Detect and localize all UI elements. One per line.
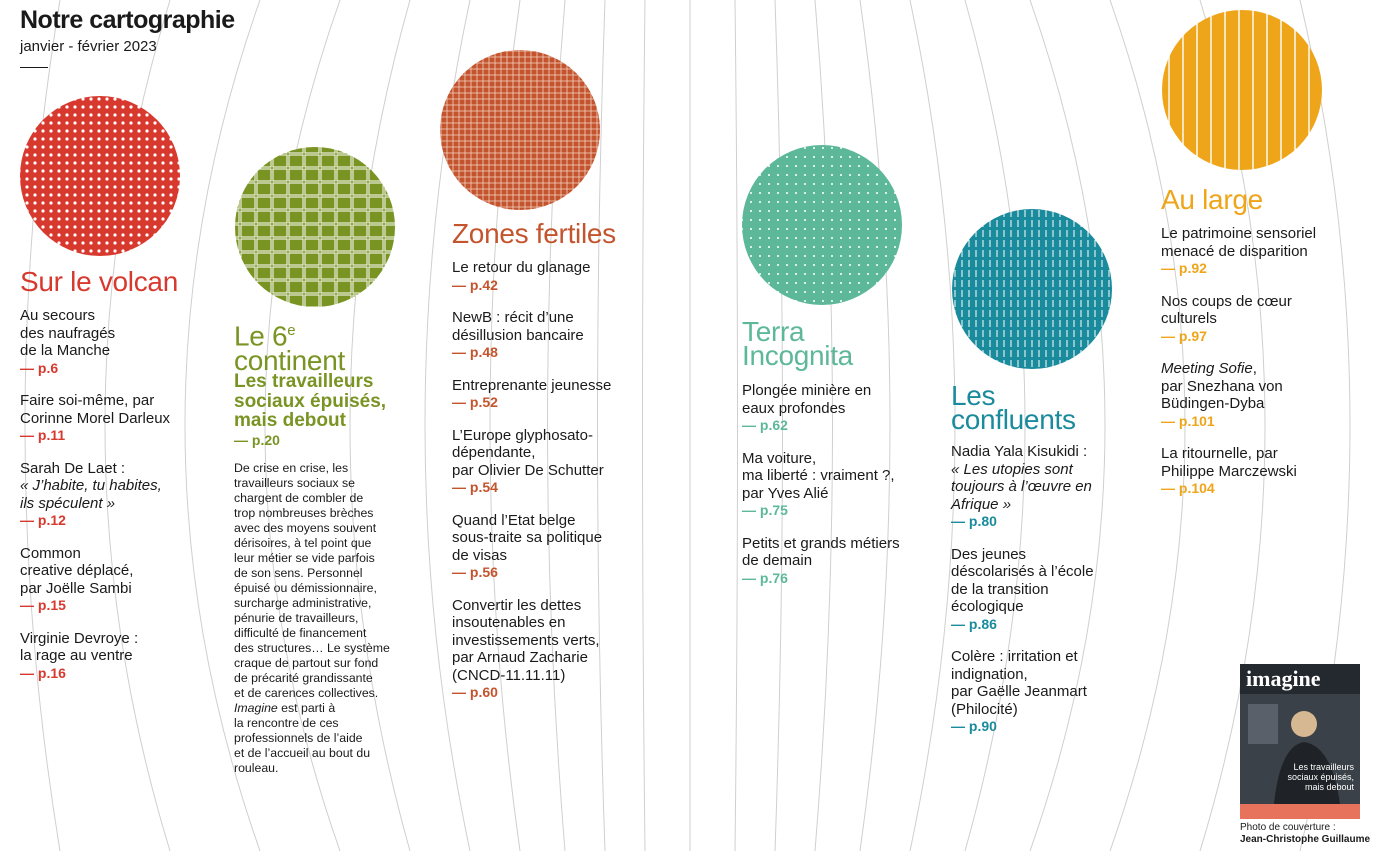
continent-globe <box>235 147 395 307</box>
section-title-zones: Zones fertiles <box>452 218 616 249</box>
list-item[interactable]: Sarah De Laet : « J’habite, tu habites, ils spéculent » — p.12 <box>20 459 162 528</box>
section-title-continent: Le 6e continent <box>234 320 345 377</box>
magazine-cover[interactable] <box>1240 664 1360 819</box>
continent-lead-page[interactable]: — p.20 <box>234 432 280 448</box>
cover-masthead: imagine <box>1246 666 1321 691</box>
volcan-globe <box>20 96 180 256</box>
section-title-terra: Terra Incognita <box>742 316 853 371</box>
section-large-list <box>1161 225 1371 498</box>
title-divider <box>20 67 48 68</box>
large-globe <box>1162 10 1322 170</box>
list-item[interactable]: Quand l’Etat belge sous-traite sa politique de visas — p.56 <box>452 511 603 580</box>
section-confluents-list <box>951 443 1151 736</box>
list-item[interactable]: NewB : récit d’une désillusion bancaire — p.48 <box>452 309 584 360</box>
continent-description: De crise en crise, les travailleurs sociaux se chargent de combler de trop nombreuses brèches avec des moyens souvent dérisoires, à tel point que leur métier se vide parfois de son sens. Personnel épuisé ou démissionnaire, surcharge administrative, pénurie de travailleurs, difficulté de financement des structures… Le système craque de partout sur fond de précarité grandissante et de carences collectives. Imagine est parti à la rencontre de ces professionnels de l’aide et de l’accueil au bout du rouleau. <box>234 461 390 775</box>
list-item[interactable]: Petits et grands métiers de demain — p.76 <box>742 534 900 586</box>
list-item[interactable]: Colère : irritation et indignation, par Gaëlle Jeanmart (Philocité) — p.90 <box>951 648 1087 734</box>
list-item[interactable]: Au secours des naufragés de la Manche — p.6 <box>20 307 116 376</box>
section-title-volcan: Sur le volcan <box>20 266 178 297</box>
list-item[interactable]: La ritournelle, par Philippe Marczewski — p.104 <box>1161 445 1297 496</box>
section-volcan-list <box>20 307 220 682</box>
list-item[interactable]: Meeting Sofie, par Snezhana von Büdingen-Dyba — p.101 <box>1161 360 1283 429</box>
cover-footer-band <box>1240 804 1360 819</box>
section-title-confluents: Les confluents <box>951 380 1076 435</box>
list-item[interactable]: Faire soi-même, par Corinne Morel Darleux — p.11 <box>20 392 171 443</box>
list-item[interactable]: Entreprenante jeunesse — p.52 <box>452 376 612 410</box>
list-item[interactable]: Nadia Yala Kisukidi : « Les utopies sont toujours à l’œuvre en Afrique » — p.80 <box>951 443 1092 529</box>
issue-date: janvier - février 2023 <box>20 38 157 55</box>
list-item[interactable]: Plongée minière en eaux profondes — p.62 <box>742 382 872 433</box>
list-item[interactable]: L’Europe glyphosato- dépendante, par Olivier De Schutter — p.54 <box>452 426 604 495</box>
cover-headline: Les travailleurs sociaux épuisés, mais debout <box>1287 762 1354 792</box>
continent-lead-title[interactable]: Les travailleurs sociaux épuisés, mais debout <box>234 371 387 431</box>
section-title-large: Au large <box>1161 184 1263 215</box>
zones-globe <box>440 50 600 210</box>
list-item[interactable]: Convertir les dettes insoutenables en investissements verts, par Arnaud Zacharie (CNCD-11.11.11) — p.60 <box>452 596 600 700</box>
confluents-globe <box>952 209 1112 369</box>
list-item[interactable]: Common creative déplacé, par Joëlle Sambi — p.15 <box>20 544 134 613</box>
page-title: Notre cartographie <box>20 6 235 34</box>
list-item[interactable]: Le retour du glanage — p.42 <box>452 259 591 293</box>
list-item[interactable]: Ma voiture, ma liberté : vraiment ?, par Yves Alié — p.75 <box>742 449 895 518</box>
list-item[interactable]: Nos coups de cœur culturels — p.97 <box>1161 292 1292 344</box>
list-item[interactable]: Des jeunes déscolarisés à l’école de la transition écologique — p.86 <box>951 545 1094 632</box>
section-zones-list <box>452 259 652 702</box>
cover-credit: Photo de couverture : Jean-Christophe Guillaume <box>1240 822 1371 845</box>
terra-globe <box>742 145 902 305</box>
section-terra-list <box>742 382 942 587</box>
list-item[interactable]: Virginie Devroye : la rage au ventre — p.16 <box>20 629 139 681</box>
list-item[interactable]: Le patrimoine sensoriel menacé de disparition — p.92 <box>1161 225 1317 276</box>
